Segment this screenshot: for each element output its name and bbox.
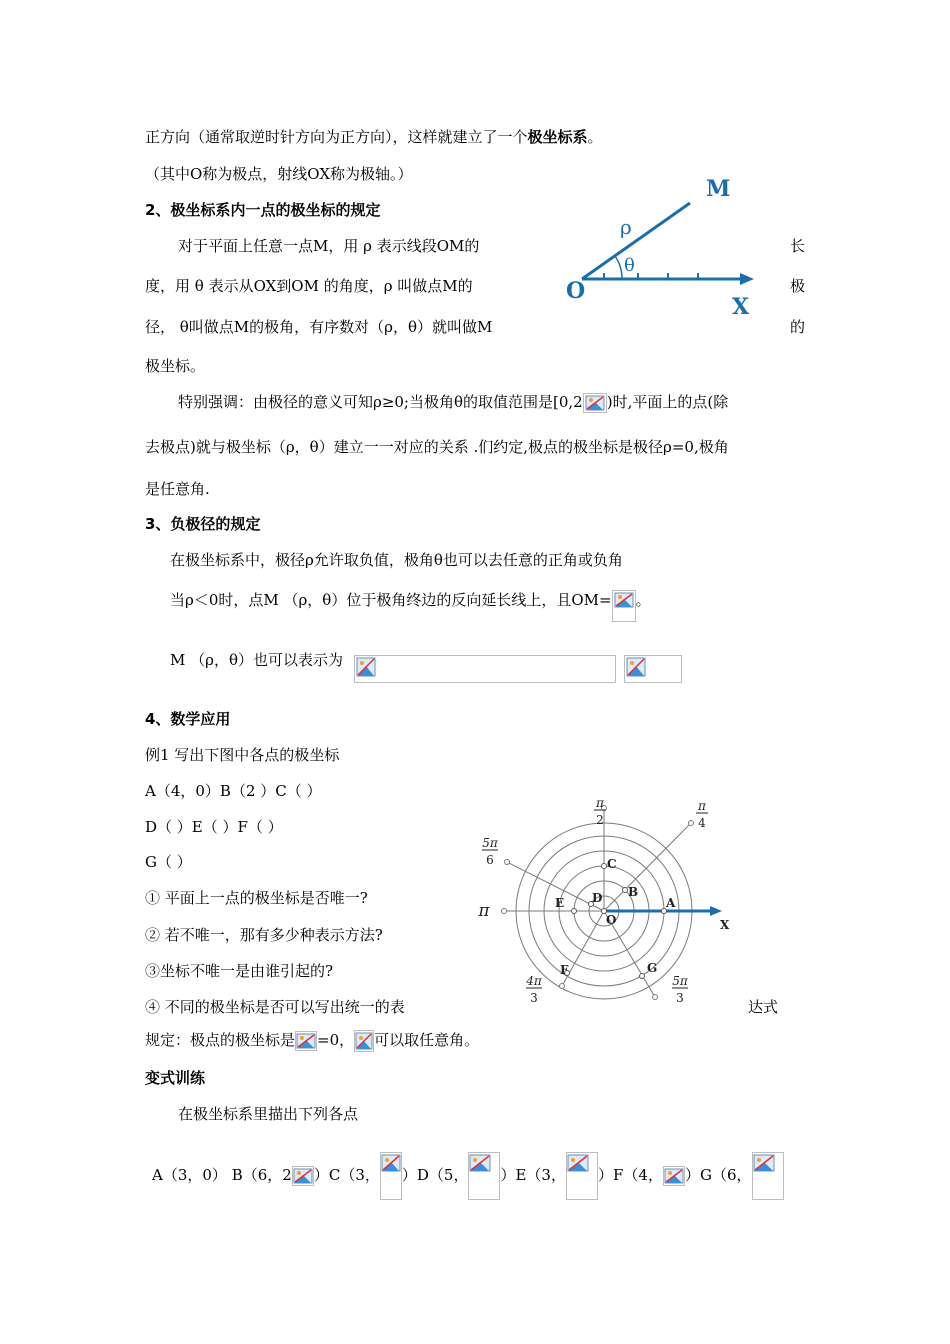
variant-point-d: D（5， <box>416 1166 469 1184</box>
angle-5pi-over-3-numerator: 5π <box>672 974 688 988</box>
axis-x-label: X <box>720 918 730 932</box>
formula-image-placeholder <box>292 1166 314 1186</box>
variant-point-g: G（6， <box>699 1166 752 1184</box>
angle-5pi-over-6-numerator: 5π <box>482 836 498 850</box>
formula-image-placeholder <box>612 590 636 622</box>
point-e-marker <box>572 909 577 914</box>
point-b-label: B <box>628 885 639 899</box>
polar-axis-arrowhead <box>710 906 722 916</box>
point-c-marker <box>602 864 607 869</box>
section-2-para-line-2-end: 极 <box>790 277 806 295</box>
pole-rule <box>145 1030 479 1052</box>
formula-image-placeholder <box>752 1152 784 1200</box>
close-paren: ） <box>401 1166 417 1184</box>
point-a-label: A <box>666 896 676 910</box>
example-row-3: G（ ） <box>145 853 192 871</box>
axis-arrowhead <box>740 273 754 285</box>
formula-image-placeholder <box>583 393 607 413</box>
section-3-line-2 <box>170 590 651 622</box>
intro-text: 正方向（通常取逆时针方向为正方向），这样就建立了一个 <box>145 128 528 146</box>
question-2: ② 若不唯一，那有多少种表示方法? <box>145 926 383 944</box>
example-1-title: 例1 写出下图中各点的极坐标 <box>145 746 340 764</box>
polar-angle-diagram <box>560 172 770 322</box>
broken-image-icon <box>296 1032 316 1050</box>
broken-image-icon <box>567 1153 589 1173</box>
formula-image-placeholder <box>663 1166 685 1186</box>
pole-rule-text-a: 规定：极点的极坐标是 <box>145 1031 296 1049</box>
label-theta: θ <box>624 255 635 276</box>
diagram-lines <box>582 203 746 279</box>
emphasis-line-2: 去极点)就与极坐标（ρ，θ）建立一一对应的关系 .们约定,极点的极坐标是极径ρ=0,极角 <box>145 438 729 456</box>
angle-pi-over-2-numerator: π <box>596 796 604 810</box>
section-3-heading: 3、负极径的规定 <box>145 515 261 533</box>
broken-image-icon <box>613 591 635 609</box>
angle-4pi-over-3-denominator: 3 <box>530 991 538 1005</box>
ray-om <box>582 203 690 279</box>
intro-line-end: 。 <box>587 128 603 146</box>
section-3-line-2-text: 当ρ＜0时，点M （ρ，θ）位于极角终边的反向延长线上，且OM= <box>170 591 612 609</box>
ray-end-marker <box>502 909 507 914</box>
variant-heading: 变式训练 <box>145 1069 206 1087</box>
broken-image-icon <box>664 1167 684 1185</box>
formula-image-placeholder <box>468 1152 500 1200</box>
broken-image-icon <box>753 1153 775 1173</box>
variant-point-a: A（3，0） <box>152 1166 227 1184</box>
emphasis-text-b: )时,平面上的点(除 <box>606 393 729 411</box>
ray-end-marker <box>505 860 510 865</box>
angle-pi-over-4-denominator: 4 <box>698 816 706 830</box>
point-e-label: E <box>555 896 565 910</box>
polar-coordinate-system-term: 极坐标系 <box>527 128 588 146</box>
ray-end-marker <box>560 984 565 989</box>
angle-pi-over-4-numerator: π <box>698 799 706 813</box>
ray-end-marker <box>689 821 694 826</box>
example-row-2: D（ ）E（ ）F（ ） <box>145 818 283 836</box>
point-b-marker <box>623 888 628 893</box>
angle-pi-over-2-denominator: 2 <box>596 813 604 827</box>
angle-4pi-over-3-numerator: 4π <box>526 974 542 988</box>
section-2-para-line-3-end: 的 <box>790 318 806 336</box>
section-2-para-line-2: 度，用 θ 表示从OX到OM 的角度，ρ 叫做点M的 <box>145 277 473 295</box>
broken-image-icon <box>293 1167 313 1185</box>
question-3: ③坐标不唯一是由谁引起的? <box>145 962 334 980</box>
formula-image-placeholder <box>295 1031 317 1051</box>
broken-image-icon <box>469 1153 491 1173</box>
section-2-para-line-1: 对于平面上任意一点M，用 ρ 表示线段OM的 <box>178 237 480 255</box>
section-2-para-line-3: 径， θ叫做点M的极角，有序数对（ρ，θ）就叫做M <box>145 318 493 336</box>
close-paren: ） <box>684 1166 700 1184</box>
section-4-heading: 4、数学应用 <box>145 710 231 728</box>
section-2-para-line-4: 极坐标。 <box>145 357 206 375</box>
question-4: ④ 不同的极坐标是否可以写出统一的表 <box>145 998 405 1016</box>
variant-point-b: B（6，2 <box>231 1166 292 1184</box>
point-f-label: F <box>560 963 569 977</box>
close-paren: ） <box>313 1166 329 1184</box>
broken-image-icon <box>381 1153 401 1173</box>
formula-image-placeholder <box>354 1030 374 1052</box>
section-3-line-3: M （ρ，θ）也可以表示为 <box>170 651 343 669</box>
variant-point-e: E（3， <box>515 1166 566 1184</box>
intro-line-1 <box>145 127 603 147</box>
question-4-end: 达式 <box>748 998 779 1016</box>
point-g-label: G <box>647 961 658 975</box>
pole-rule-text-b: =0， <box>317 1031 355 1049</box>
example-row-1: A（4，0）B（2 ）C（ ） <box>145 782 322 800</box>
broken-image-icon <box>584 394 606 412</box>
section-3-line-2-end: 。 <box>635 591 651 609</box>
angle-5pi-over-6-denominator: 6 <box>486 853 494 867</box>
variant-intro: 在极坐标系里描出下列各点 <box>178 1105 359 1123</box>
label-rho: ρ <box>620 215 632 239</box>
formula-image-placeholder <box>566 1152 598 1200</box>
angle-pi-label: π <box>478 901 490 921</box>
pole-rule-text-c: 可以取任意角。 <box>374 1031 480 1049</box>
formula-image-placeholder <box>624 655 682 683</box>
pole-label: O <box>606 913 617 927</box>
variant-point-f: F（4， <box>613 1166 663 1184</box>
point-c-label: C <box>607 857 617 871</box>
variant-points-row <box>152 1152 784 1200</box>
angle-arc <box>615 256 622 279</box>
label-x-axis: X <box>732 294 750 320</box>
label-m: M <box>706 176 731 202</box>
section-3-line-1: 在极坐标系中，极径ρ允许取负值，极角θ也可以去任意的正角或负角 <box>170 551 623 569</box>
ray-end-marker <box>653 995 658 1000</box>
emphasis-line-1 <box>178 392 728 413</box>
broken-image-icon <box>625 656 647 678</box>
formula-image-placeholder <box>354 655 616 683</box>
close-paren: ） <box>597 1166 613 1184</box>
question-1: ① 平面上一点的极坐标是否唯一? <box>145 889 368 907</box>
close-paren: ） <box>500 1166 516 1184</box>
section-2-heading: 2、极坐标系内一点的极坐标的规定 <box>145 201 381 219</box>
intro-line-2: （其中O称为极点，射线OX称为极轴。） <box>145 165 413 183</box>
broken-image-icon <box>355 656 377 678</box>
polar-grid-diagram <box>470 790 740 1020</box>
formula-image-placeholder <box>380 1152 402 1200</box>
point-d-label: D <box>592 891 603 905</box>
emphasis-line-3: 是任意角. <box>145 480 210 498</box>
label-origin: O <box>566 278 586 304</box>
point-g-marker <box>640 974 645 979</box>
variant-point-c: C（3， <box>328 1166 380 1184</box>
angle-5pi-over-3-denominator: 3 <box>676 991 684 1005</box>
emphasis-text-a: 特别强调：由极径的意义可知ρ≥0;当极角θ的取值范围是[0,2 <box>178 393 583 411</box>
broken-image-icon <box>355 1031 373 1051</box>
section-2-para-line-1-end: 长 <box>790 237 806 255</box>
